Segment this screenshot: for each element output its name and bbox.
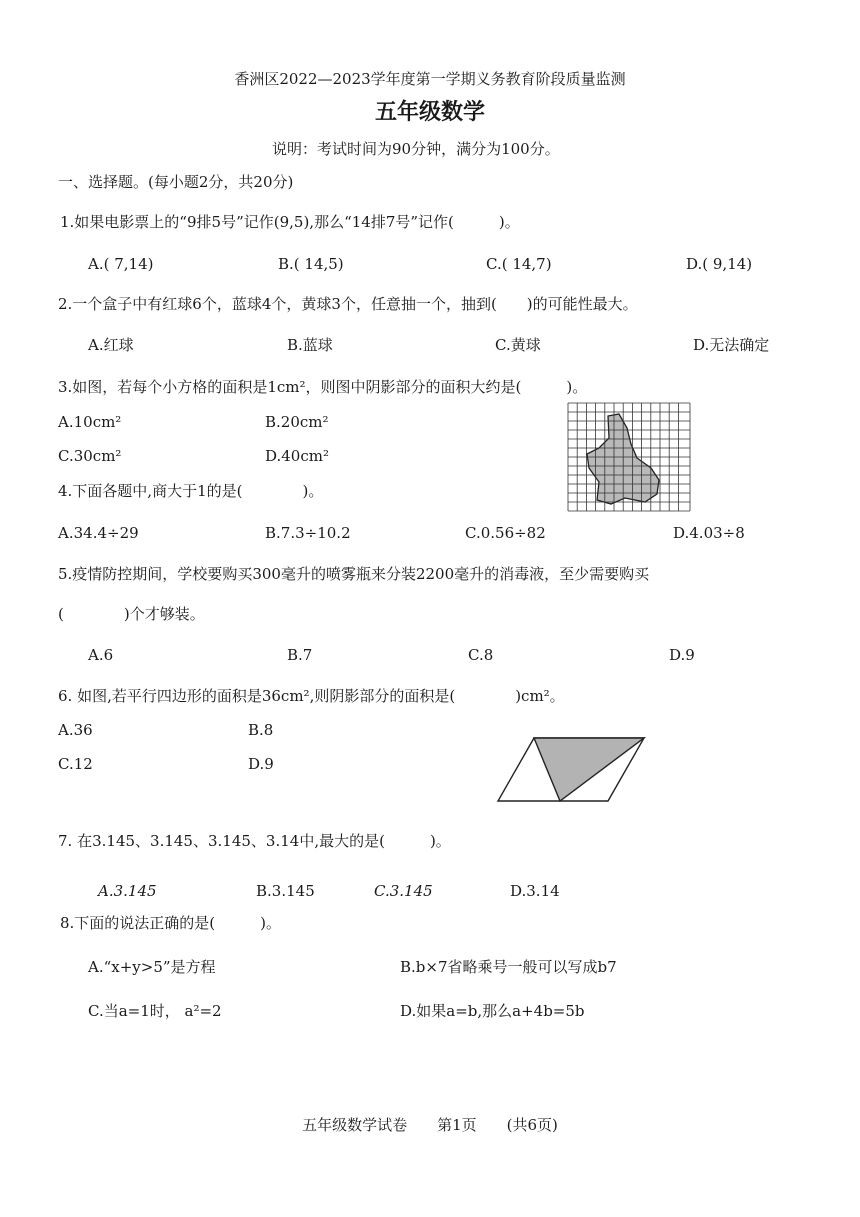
question-2-option-d: D.无法确定	[693, 336, 770, 354]
question-6-option-c: C.12	[58, 755, 93, 773]
question-4-option-c: C.0.56÷82	[465, 524, 546, 542]
section-heading: 一、选择题。(每小题2分，共20分)	[58, 173, 294, 191]
question-8-option-b: B.b×7省略乘号一般可以写成b7	[400, 958, 617, 976]
question-2-stem: 2.一个盒子中有红球6个，蓝球4个，黄球3个，任意抽一个，抽到( )的可能性最大。	[58, 295, 638, 313]
exam-note: 说明：考试时间为90分钟，满分为100分。	[272, 140, 560, 158]
question-5-stem: 5.疫情防控期间，学校要购买300毫升的喷雾瓶来分装2200毫升的消毒液，至少需要购买	[58, 565, 650, 583]
question-6-option-a: A.36	[58, 721, 93, 739]
question-3-option-a: A.10cm²	[58, 413, 122, 431]
question-5-option-a: A.6	[88, 646, 114, 664]
exam-title: 五年级数学	[374, 100, 485, 125]
question-2-option-a: A.红球	[88, 336, 134, 354]
question-7-stem-prefix: 7. 在3.	[58, 832, 107, 850]
question-4-stem: 4.下面各题中,商大于1的是( )。	[58, 482, 324, 500]
grid-figure	[567, 402, 691, 512]
page-footer: 五年级数学试卷 第1页 (共6页)	[302, 1116, 558, 1134]
question-3-stem: 3.如图，若每个小方格的面积是1cm²，则图中阴影部分的面积大约是( )。	[58, 378, 588, 396]
question-5-option-d: D.9	[669, 646, 695, 664]
question-7-option-d: D.3.14	[510, 882, 560, 900]
parallelogram-figure	[494, 736, 646, 804]
exam-subtitle: 香洲区2022—2023学年度第一学期义务教育阶段质量监测	[234, 70, 626, 88]
question-5-option-b: B.7	[287, 646, 313, 664]
question-2-option-b: B.蓝球	[287, 336, 333, 354]
question-3-option-b: B.20cm²	[265, 413, 329, 431]
question-1-stem: 1.如果电影票上的“9排5号”记作(9,5),那么“14排7号”记作( )。	[60, 213, 520, 231]
question-3-option-d: D.40cm²	[265, 447, 329, 465]
question-4-option-b: B.7.3÷10.2	[265, 524, 351, 542]
question-5-stem-continued: ( )个才够装。	[58, 605, 205, 623]
question-1-option-b: B.( 14,5)	[278, 255, 344, 273]
question-2-option-c: C.黄球	[495, 336, 541, 354]
question-6-option-d: D.9	[248, 755, 274, 773]
question-8-option-d: D.如果a=b,那么a+4b=5b	[400, 1002, 585, 1020]
question-6-stem: 6. 如图,若平行四边形的面积是36cm²,则阴影部分的面积是( )cm²。	[58, 687, 565, 705]
question-1-option-d: D.( 9,14)	[686, 255, 753, 273]
question-3-option-c: C.30cm²	[58, 447, 122, 465]
question-8-option-a: A.“x+y>5”是方程	[88, 958, 216, 976]
question-7-stem	[58, 832, 451, 850]
question-4-option-d: D.4.03÷8	[673, 524, 745, 542]
question-5-option-c: C.8	[468, 646, 494, 664]
question-7-stem-numbers: 145、3.145、3.145、3.14	[106, 832, 300, 850]
question-1-option-a: A.( 7,14)	[88, 255, 154, 273]
question-6-option-b: B.8	[248, 721, 274, 739]
question-7-option-c: C.3.145	[374, 882, 433, 900]
question-7-option-b: B.3.145	[256, 882, 315, 900]
question-8-option-c: C.当a=1时， a²=2	[88, 1002, 222, 1020]
question-8-stem: 8.下面的说法正确的是( )。	[60, 914, 282, 932]
question-1-option-c: C.( 14,7)	[486, 255, 552, 273]
question-7-stem-suffix: 中,最大的是( )。	[299, 832, 451, 850]
question-4-option-a: A.34.4÷29	[58, 524, 139, 542]
question-7-option-a: A.3.145	[98, 882, 157, 900]
